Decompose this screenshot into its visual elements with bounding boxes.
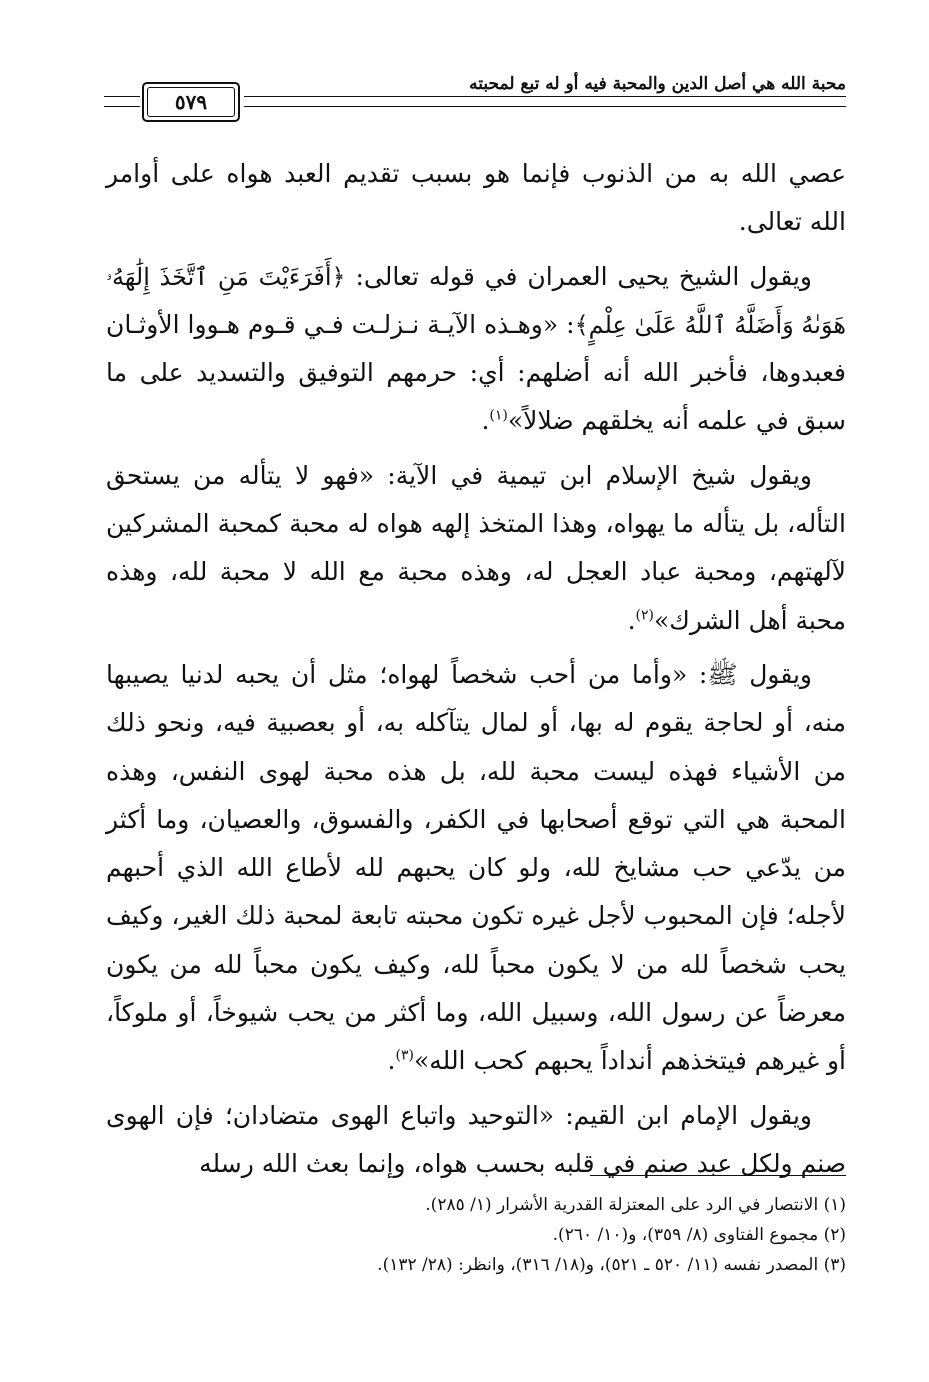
footnote-ref-3: (٣) [395, 1048, 414, 1065]
quran-verse: ﴿أَفَرَءَيْتَ مَنِ ٱتَّخَذَ إِلَٰهَهُۥ هَوَىٰهُ وَأَضَلَّهُ ٱللَّهُ عَلَىٰ عِلْمٍ﴾ [106, 262, 847, 339]
footnote-ref-1: (١) [489, 408, 508, 425]
paragraph-1: عصي الله به من الذنوب فإنما هو بسبب تقديم العبد هواه على أوامر الله تعالى. [106, 159, 846, 237]
header-rule-left-top [104, 96, 140, 97]
paragraph-5: ويقول الإمام ابن القيم: «التوحيد واتباع الهوى متضادان؛ فإن الهوى صنم ولكل عبد صنم في قلبه بحسب هواه، وإنما بعث الله رسله [106, 1100, 846, 1178]
paragraph-3: ويقول شيخ الإسلام ابن تيمية في الآية: «فهو لا يتأله من يستحق التأله، بل يتأله ما يهواه، وهذا المتخذ إلهه هواه له محبة كمحبة المشركين لآلهتهم، ومحبة عباد العجل له، وهذه محبة مع الله لا محبة لله، وهذه محبة أهل الشرك»$^{(٢)}$. [106, 460, 846, 635]
running-header [104, 66, 846, 126]
page-number-frame [142, 82, 240, 122]
footnote-3: (٣) المصدر نفسه (١١/ ٥٢٠ ـ ٥٢١)، و(١٨/ ٣١٦)، وانظر: (٢٨/ ١٣٢). [377, 1255, 846, 1275]
header-rule-left-bottom [104, 106, 140, 107]
paragraph-2-intro: ويقول الشيخ يحيى العمران في قوله تعالى: [355, 261, 812, 291]
body-text [106, 150, 846, 1188]
paragraph-3-text: ويقول شيخ الإسلام ابن تيمية في الآية: «فهو لا يتأله من يستحق التأله، بل يتأله ما يهواه، وهذا المتخذ إلهه هواه له محبة كمحبة المشركين لآلهتهم، ومحبة عباد العجل له، وهذه محبة مع الله لا محبة لله، وهذه محبة أهل الشرك» [106, 460, 846, 635]
page-number: ٥٧٩ [174, 90, 208, 114]
footnote-2: (٢) مجموع الفتاوى (٨/ ٣٥٩)، و(١٠/ ٢٦٠). [552, 1225, 846, 1245]
paragraph-2-rest: : «وهـذه الآيـة نـزلـت فـي قـوم هـووا الأوثـان فعبدوها، فأخبر الله أنه أضلهم: أي: حرمهم التوفيق والتسديد على ما سبق في علمه أنه يخلقهم ضلالاً» [106, 309, 846, 436]
footnote-separator [590, 1175, 846, 1176]
header-rule-right-bottom [244, 106, 846, 107]
paragraph-4: ويقول ﷺ: «وأما من أحب شخصاً لهواه؛ مثل أن يحبه لدنيا يصيبها منه، أو لحاجة يقوم له بها، أو لمال يتآكله به، أو بعصبية فيه، ونحو ذلك من الأشياء فهذه ليست محبة لله، بل هذه محبة لهوى النفس، وهذه المحبة هي التي توقع أصحابها في الكفر، والفسوق، والعصيان، وما أكثر من يدّعي حب مشايخ لله، ولو كان يحبهم لله لأطاع الله الذي أحبهم لأجله؛ فإن المحبوب لأجل غيره تكون محبته تابعة لمحبة ذلك الغير، وكيف يحب شخصاً لله من لا يكون محباً لله، وكيف يكون محباً لله من يكون معرضاً عن رسول الله، وسبيل الله، وما أكثر من يحب شيوخاً، أو ملوكاً، أو غيرهم فيتخذهم أنداداً يحبهم كحب الله»$^{(٣)}$. [106, 659, 846, 1076]
paragraph-2: ويقول الشيخ يحيى العمران في قوله تعالى: ﴿أَفَرَءَيْتَ مَنِ ٱتَّخَذَ إِلَٰهَهُۥ هَوَىٰهُ وَأَضَلَّهُ ٱللَّهُ عَلَىٰ عِلْمٍ﴾: «وهـذه الآيـة نـزلـت فـي قـوم هـووا الأوثـان فعبدوها، فأخبر الله أنه أضلهم: أي: حرمهم التوفيق والتسديد على ما سبق في علمه أنه يخلقهم ضلالاً»$^{(١)}$. [106, 261, 847, 436]
header-title: محبة الله هي أصل الدين والمحبة فيه أو له تبع لمحبته [469, 74, 846, 94]
header-rule-right-top [244, 96, 846, 97]
footnote-1: (١) الانتصار في الرد على المعتزلة القدرية الأشرار (١/ ٢٨٥). [425, 1195, 846, 1215]
footnote-ref-2: (٢) [635, 607, 654, 624]
paragraph-4-text: ويقول ﷺ: «وأما من أحب شخصاً لهواه؛ مثل أن يحبه لدنيا يصيبها منه، أو لحاجة يقوم له بها، أو لمال يتآكله به، أو بعصبية فيه، ونحو ذلك من الأشياء فهذه ليست محبة لله، بل هذه محبة لهوى النفس، وهذه المحبة هي التي توقع أصحابها في الكفر، والفسوق، والعصيان، وما أكثر من يدّعي حب مشايخ لله، ولو كان يحبهم لله لأطاع الله الذي أحبهم لأجله؛ فإن المحبوب لأجل غيره تكون محبته تابعة لمحبة ذلك الغير، وكيف يحب شخصاً لله من لا يكون محباً لله، وكيف يكون محباً لله من يكون معرضاً عن رسول الله، وسبيل الله، وما أكثر من يحب شيوخاً، أو ملوكاً، أو غيرهم فيتخذهم أنداداً يحبهم كحب الله» [106, 659, 846, 1076]
footnotes [106, 1190, 846, 1280]
